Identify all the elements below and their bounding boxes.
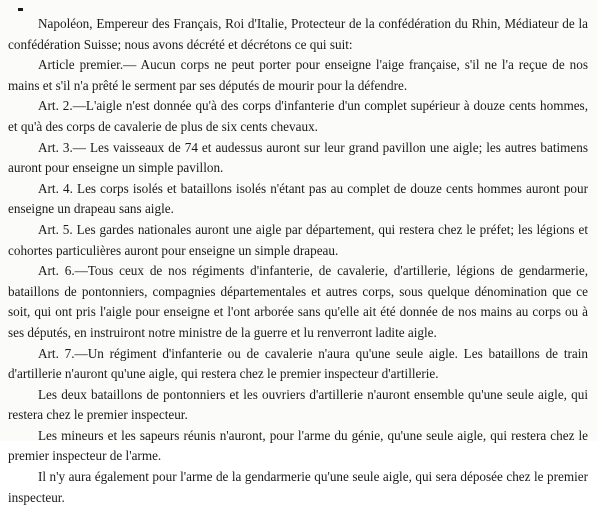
scan-mark	[18, 8, 23, 11]
article-1-paragraph: Article premier.— Aucun corps ne peut porter pour enseigne l'aige française, s'il ne l'a reçue de nos mains et s'il n'a prêté le serment par ses députés de mourir pour la défendre.	[8, 57, 588, 93]
mineurs-paragraph: Les mineurs et les sapeurs réunis n'auront, pour l'arme du génie, qu'une seule aigle, qui restera chez le premier inspecteur de l'arme.	[8, 427, 588, 464]
article-5-paragraph: Art. 5. Les gardes nationales auront une aigle par département, qui restera chez le préfet; les légions et cohortes particulières auront pour enseigne un simple drapeau.	[8, 221, 588, 258]
gendarmerie-paragraph: Il n'y aura également pour l'arme de la gendarmerie qu'une seule aigle, qui sera déposée chez le premier inspecteur.	[8, 469, 588, 505]
preamble-paragraph: Napoléon, Empereur des Français, Roi d'Italie, Protecteur de la confédération du Rhin, Médiateur de la confédération Suisse; nous avons décrété et décrétons ce qui suit:	[8, 16, 588, 52]
article-6-paragraph: Art. 6.—Tous ceux de nos régiments d'infanterie, de cavalerie, d'artillerie, légions de gendarmerie, bataillons de pontonniers, compagnies départementales et autres corps, sous quelque dénomination que ce soit, qui ont pris l'aigle pour enseigne et l'ont arborée sans qu'elle ait été donnée de nos mains au corps ou à ses députés, en instruiront notre ministre de la guerre et lu renverront ladite aigle.	[8, 263, 588, 340]
article-3-paragraph: Art. 3.— Les vaisseaux de 74 et audessus auront sur leur grand pavillon une aigle; les autres batimens auront pour enseigne un simple pavillon.	[8, 139, 588, 176]
document-body	[8, 14, 588, 508]
pontonniers-paragraph: Les deux bataillons de pontonniers et les ouvriers d'artillerie n'auront ensemble qu'une seule aigle, qui restera chez le premier inspecteur.	[8, 386, 588, 423]
article-4-paragraph: Art. 4. Les corps isolés et bataillons isolés n'étant pas au complet de douze cents hommes auront pour enseigne un drapeau sans aigle.	[8, 180, 588, 217]
article-2-paragraph: Art. 2.—L'aigle n'est donnée qu'à des corps d'infanterie d'un complet supérieur à douze cents hommes, et qu'à des corps de cavalerie de plus de six cents chevaux.	[8, 98, 588, 134]
article-7-paragraph: Art. 7.—Un régiment d'infanterie ou de cavalerie n'aura qu'une seule aigle. Les bataillons de train d'artillerie n'auront qu'une aigle, qui restera chez le premier inspecteur d'artillerie.	[8, 345, 588, 382]
